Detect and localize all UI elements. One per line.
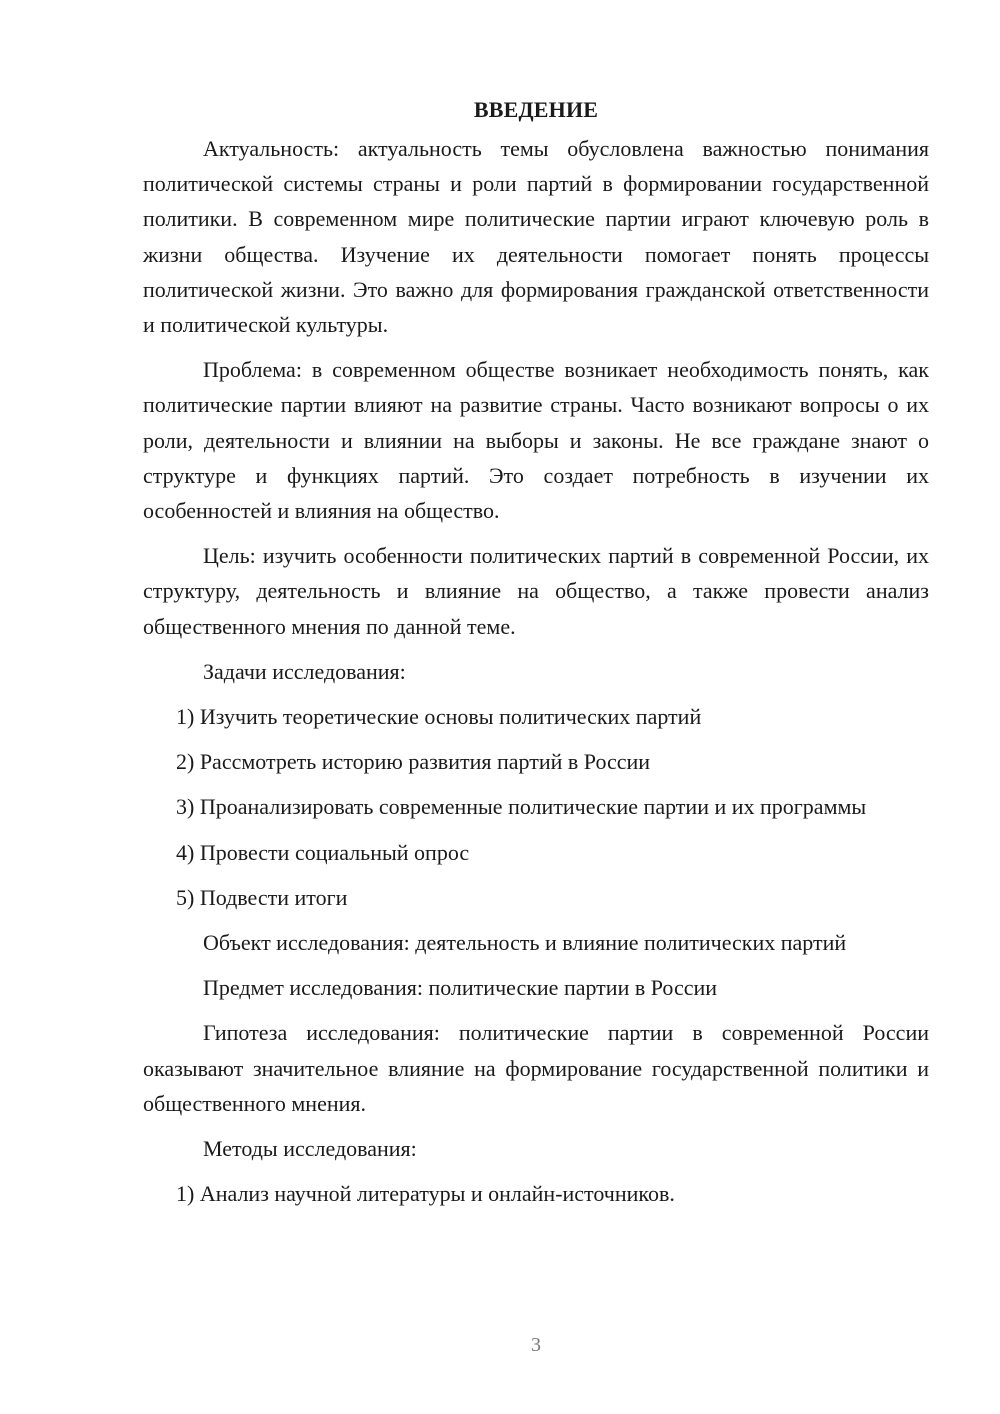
methods-heading: Методы исследования: bbox=[203, 1136, 417, 1162]
subject-paragraph: Предмет исследования: политические партии в России bbox=[203, 975, 718, 1001]
page-title: ВВЕДЕНИЕ bbox=[473, 97, 599, 122]
relevance-paragraph: Актуальность: актуальность темы обусловлена важностью понимания политической системы страны и роли партий в формировании государственной политики. В современном мире политические партии играют ключевую роль в жизни общества. Изучение их деятельности помогает понять процессы политической жизни. Это важно для формирования гражданской ответственности и политической культуры. bbox=[143, 136, 929, 338]
goal-paragraph: Цель: изучить особенности политических партий в современной России, их структуру, деятельность и влияние на общество, а также провести анализ общественного мнения по данной теме. bbox=[143, 543, 929, 639]
task-item-2: 2) Рассмотреть историю развития партий в России bbox=[176, 749, 651, 775]
problem-paragraph: Проблема: в современном обществе возникает необходимость понять, как политические партии влияют на развитие страны. Часто возникают вопросы о их роли, деятельности и влиянии на выборы и законы. Не все граждане знают о структуре и функциях партий. Это создает потребность в изучении их особенностей и влияния на общество. bbox=[143, 357, 929, 524]
document-page bbox=[143, 92, 929, 1221]
task-item-3: 3) Проанализировать современные политические партии и их программы bbox=[176, 794, 867, 820]
page-number: 3 bbox=[531, 1334, 541, 1356]
task-item-5: 5) Подвести итоги bbox=[176, 884, 348, 910]
tasks-heading: Задачи исследования: bbox=[203, 658, 406, 684]
hypothesis-paragraph: Гипотеза исследования: политические партии в современной России оказывают значительное влияние на формирование государственной политики и общественного мнения. bbox=[143, 1020, 929, 1116]
object-paragraph: Объект исследования: деятельность и влияние политических партий bbox=[203, 930, 847, 956]
method-item-1: 1) Анализ научной литературы и онлайн-источников. bbox=[176, 1181, 675, 1207]
task-item-4: 4) Провести социальный опрос bbox=[176, 839, 470, 865]
task-item-1: 1) Изучить теоретические основы политических партий bbox=[176, 704, 702, 730]
